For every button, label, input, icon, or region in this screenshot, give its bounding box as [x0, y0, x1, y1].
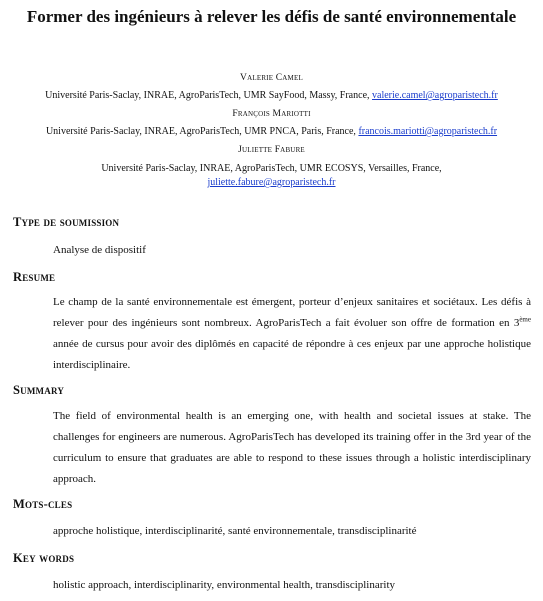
section-heading-mots-cles: Mots-cles — [13, 497, 73, 511]
section-heading-summary: Summary — [13, 383, 65, 397]
resume-text: Le champ de la santé environnementale est émergent, porteur d’enjeux sanitaires et sociétaux. Les défis à relever pour des ingénieurs sont nombreux. AgroParisTech a fait évoluer son offre de formation en 3 — [53, 296, 531, 329]
author-name: François Mariotti — [232, 109, 311, 119]
affiliation-text: Université Paris-Saclay, INRAE, AgroParisTech, UMR PNCA, Paris, France, — [45, 126, 359, 137]
resume-superscript: ème — [519, 315, 531, 324]
author-affiliation — [0, 89, 543, 102]
author-name: Valerie Camel — [240, 73, 303, 83]
section-body-summary: The field of environmental health is an emerging one, with health and societal issues at stake. The challenges for engineers are numerous. AgroParisTech has developed its training offer in the 3rd year of the curriculum to ensure that graduates are able to respond to these issues through a holistic interdisciplinary approach. — [53, 410, 531, 485]
affiliation-text: Université Paris-Saclay, INRAE, AgroParisTech, UMR SayFood, Massy, France, — [45, 90, 373, 101]
author-affiliation — [0, 125, 543, 138]
author-affiliation — [0, 162, 543, 190]
author-email-link[interactable]: juliette.fabure@agroparistech.fr — [207, 177, 336, 188]
author-name: Juliette Fabure — [238, 145, 305, 155]
section-body-type: Analyse de dispositif — [53, 244, 146, 256]
affiliation-text: Université Paris-Saclay, INRAE, AgroParisTech, UMR ECOSYS, Versailles, France, — [101, 163, 442, 174]
author-email-link[interactable]: valerie.camel@agroparistech.fr — [372, 90, 498, 101]
paper-title: Former des ingénieurs à relever les défis de santé environnementale — [26, 7, 517, 26]
section-body-resume — [53, 292, 531, 376]
section-body-keywords: holistic approach, interdisciplinarity, environmental health, transdisciplinarity — [53, 579, 396, 591]
resume-text: année de cursus pour avoir des diplômés en capacité de répondre à ces enjeux par une approche holistique interdisciplinaire. — [53, 338, 531, 371]
section-heading-keywords: Key words — [13, 551, 75, 565]
section-heading-type: Type de soumission — [13, 215, 120, 229]
section-heading-resume: Resume — [13, 270, 56, 284]
section-body-mots-cles: approche holistique, interdisciplinarité, santé environnementale, transdisciplinarité — [53, 525, 417, 537]
author-email-link[interactable]: francois.mariotti@agroparistech.fr — [358, 126, 498, 137]
